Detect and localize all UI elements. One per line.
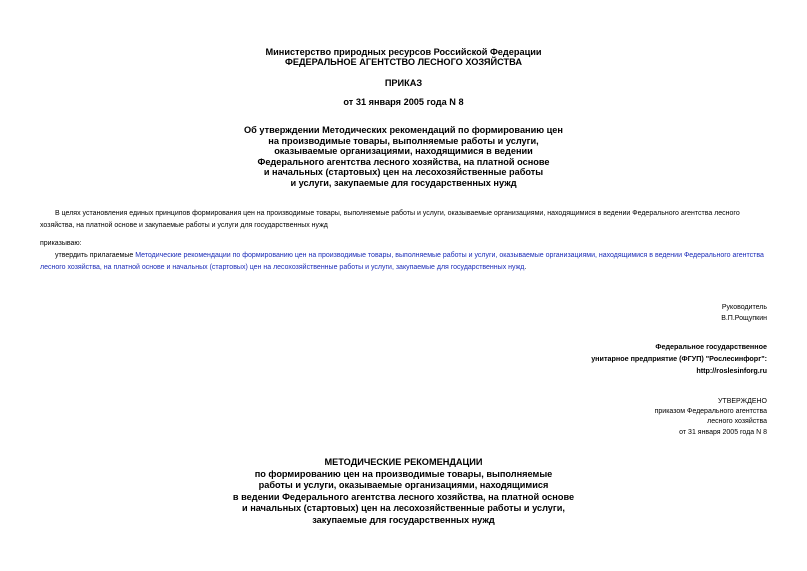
preamble-paragraph: В целях установления единых принципов формирования цен на производимые товары, выполняемые работы и услуги, оказываемые организациями, находящимися в ведении Федерального агентства лесного хозяйства, на платной основе и закупаемые работы и услуги для государственных нужд <box>40 210 740 229</box>
title-line: оказываемые организациями, находящимися в ведении <box>274 146 533 157</box>
doc-date-number: от 31 января 2005 года N 8 <box>343 97 464 107</box>
source-line: унитарное предприятие (ФГУП) "Рослесинфорг": <box>591 354 767 363</box>
source-url: http://roslesinforg.ru <box>696 366 767 375</box>
approved-line: УТВЕРЖДЕНО <box>717 398 767 405</box>
signature-block <box>721 303 767 324</box>
approved-line: приказом Федерального агентства <box>654 408 767 416</box>
agency-name: ФЕДЕРАЛЬНОЕ АГЕНТСТВО ЛЕСНОГО ХОЗЯЙСТВА <box>285 57 522 67</box>
methodology-heading: МЕТОДИЧЕСКИЕ РЕКОМЕНДАЦИИ <box>324 457 483 467</box>
title-line: Федерального агентства лесного хозяйства, на платной основе <box>257 156 550 167</box>
title-line: на производимые товары, выполняемые работы и услуги, <box>268 135 539 146</box>
approve-suffix: . <box>524 264 527 271</box>
doc-type: ПРИКАЗ <box>384 78 423 88</box>
approve-paragraph <box>40 250 768 274</box>
source-block <box>591 341 767 377</box>
methodology-line: по формированию цен на производимые товары, выполняемые <box>254 468 553 479</box>
approved-stamp <box>655 397 767 438</box>
title-line: и услуги, закупаемые для государственных нужд <box>290 177 517 188</box>
signature-role: Руководитель <box>721 304 767 311</box>
approve-prefix: утвердить прилагаемые <box>55 252 134 259</box>
methodology-line: закупаемые для государственных нужд <box>312 514 495 525</box>
title-line: Об утверждении Методических рекомендаций по формированию цен <box>244 125 563 135</box>
source-line: Федеральное государственное <box>655 342 767 351</box>
methodology-line: в ведении Федерального агентства лесного хозяйства, на платной основе <box>232 491 575 502</box>
methodology-line: и начальных (стартовых) цен на лесохозяйственные работы и услуги, <box>242 503 565 513</box>
method-recommendations-link[interactable]: Методические рекомендации по формированию цен на производимые товары, выполняемые работы и услуги, оказываемые организациями, находящимися в ведении Федерального агентства лесного хозяйства, на платной основе и начальных (стартовых) цен на лесохозяйственные работы и услуги, закупаемые для государственных нужд <box>40 252 764 271</box>
ministry-name: Министерство природных ресурсов Российской Федерации <box>265 47 542 57</box>
methodology-line: работы и услуги, оказываемые организациями, находящимися <box>258 480 549 490</box>
order-word: приказываю: <box>40 240 82 247</box>
approved-line: лесного хозяйства <box>707 418 767 426</box>
document-header <box>0 47 807 67</box>
signature-name: В.П.Рощупкин <box>721 314 767 322</box>
approved-line: от 31 января 2005 года N 8 <box>679 428 767 436</box>
order-title <box>0 125 807 189</box>
methodology-title <box>0 457 807 526</box>
title-line: и начальных (стартовых) цен на лесохозяйственные работы <box>263 167 544 178</box>
